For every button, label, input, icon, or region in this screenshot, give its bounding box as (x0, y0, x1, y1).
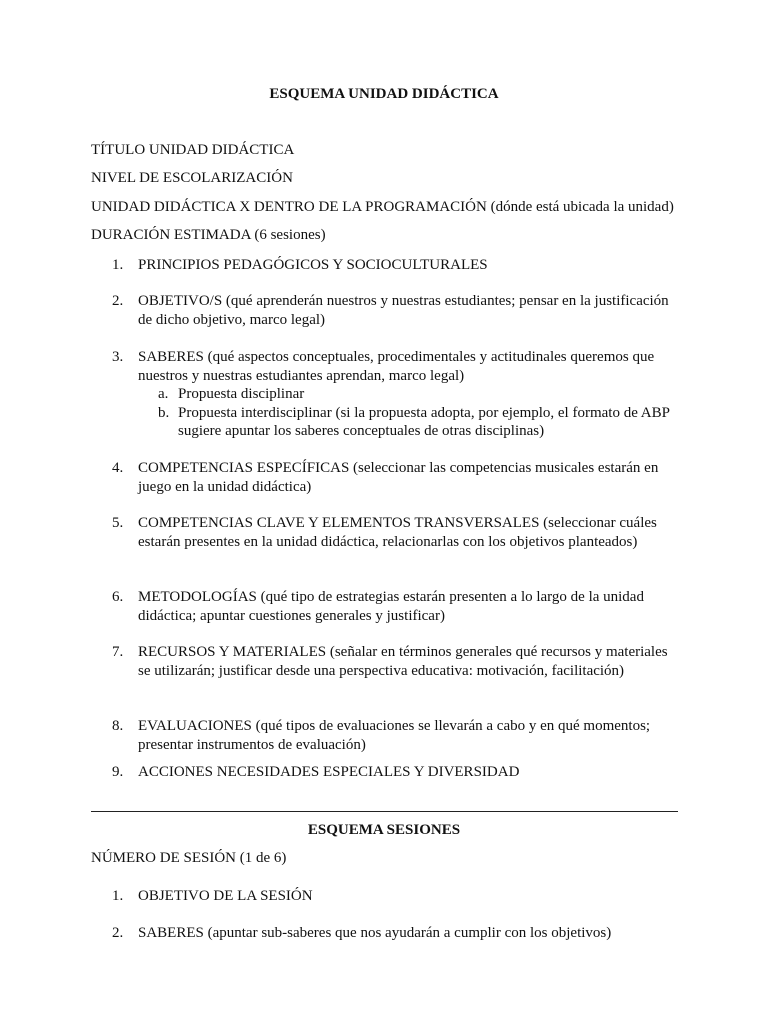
item-number: 6. (112, 589, 124, 605)
item-text: COMPETENCIAS ESPECÍFICAS (seleccionar las competencias musicales estarán en juego en la unidad didáctica) (138, 460, 659, 495)
item-text: ACCIONES NECESIDADES ESPECIALES Y DIVERSIDAD (138, 764, 520, 780)
item-text: EVALUACIONES (qué tipos de evaluaciones se llevarán a cabo y en qué momentos; presentar instrumentos de evaluación) (138, 718, 651, 753)
list-item (112, 763, 672, 782)
item-number: 5. (112, 515, 124, 531)
field-unidad: UNIDAD DIDÁCTICA X DENTRO DE LA PROGRAMACIÓN (dónde está ubicada la unidad) (91, 199, 674, 215)
item-text: COMPETENCIAS CLAVE Y ELEMENTOS TRANSVERSALES (seleccionar cuáles estarán presentes en la unidad didáctica, relacionarlas con los objetivos planteados) (138, 515, 657, 550)
item-text: SABERES (apuntar sub-saberes que nos ayudarán a cumplir con los objetivos) (138, 925, 612, 941)
item-number: 3. (112, 349, 124, 365)
item-text: METODOLOGÍAS (qué tipo de estrategias estarán presenten a lo largo de la unidad didáctica; apuntar cuestiones generales y justificar) (138, 589, 644, 624)
list-item (112, 887, 672, 906)
list-item (112, 459, 672, 496)
field-duracion: DURACIÓN ESTIMADA (6 sesiones) (91, 227, 326, 243)
list-item (112, 717, 672, 754)
list-item (112, 348, 672, 441)
field-titulo: TÍTULO UNIDAD DIDÁCTICA (91, 142, 295, 158)
item-text: SABERES (qué aspectos conceptuales, procedimentales y actitudinales queremos que nuestros y nuestras estudiantes aprendan, marco legal) (138, 349, 655, 384)
subitem (158, 404, 672, 441)
item-number: 7. (112, 644, 124, 660)
item-number: 4. (112, 460, 124, 476)
item-text: RECURSOS Y MATERIALES (señalar en términos generales qué recursos y materiales se utilizarán; justificar desde una perspectiva educativa: motivación, facilitación) (138, 644, 668, 679)
subitem-letter: a. (158, 386, 169, 402)
list-item (112, 292, 672, 329)
sessions-title: ESQUEMA SESIONES (307, 822, 461, 838)
list-item (112, 514, 672, 551)
subitem-text: Propuesta disciplinar (178, 386, 305, 402)
subitem (158, 385, 672, 404)
document-title: ESQUEMA UNIDAD DIDÁCTICA (269, 86, 499, 102)
list-item (112, 588, 672, 625)
field-nivel: NIVEL DE ESCOLARIZACIÓN (91, 170, 293, 186)
item-text: OBJETIVO DE LA SESIÓN (138, 888, 313, 904)
item-number: 9. (112, 764, 124, 780)
item-number: 2. (112, 293, 124, 309)
item-number: 1. (112, 257, 124, 273)
item-number: 2. (112, 925, 124, 941)
section-divider (91, 811, 678, 812)
subitem-letter: b. (158, 404, 170, 421)
item-number: 8. (112, 718, 124, 734)
item-number: 1. (112, 888, 124, 904)
list-item (112, 256, 672, 275)
session-number: NÚMERO DE SESIÓN (1 de 6) (91, 850, 287, 866)
list-item (112, 924, 672, 943)
list-item (112, 643, 672, 680)
subitem-text: Propuesta interdisciplinar (si la propuesta adopta, por ejemplo, el formato de ABP sugiere apuntar los saberes conceptuales de otras disciplinas) (178, 404, 670, 439)
item-text: OBJETIVO/S (qué aprenderán nuestros y nuestras estudiantes; pensar en la justificación de dicho objetivo, marco legal) (138, 293, 669, 328)
item-text: PRINCIPIOS PEDAGÓGICOS Y SOCIOCULTURALES (138, 257, 488, 273)
